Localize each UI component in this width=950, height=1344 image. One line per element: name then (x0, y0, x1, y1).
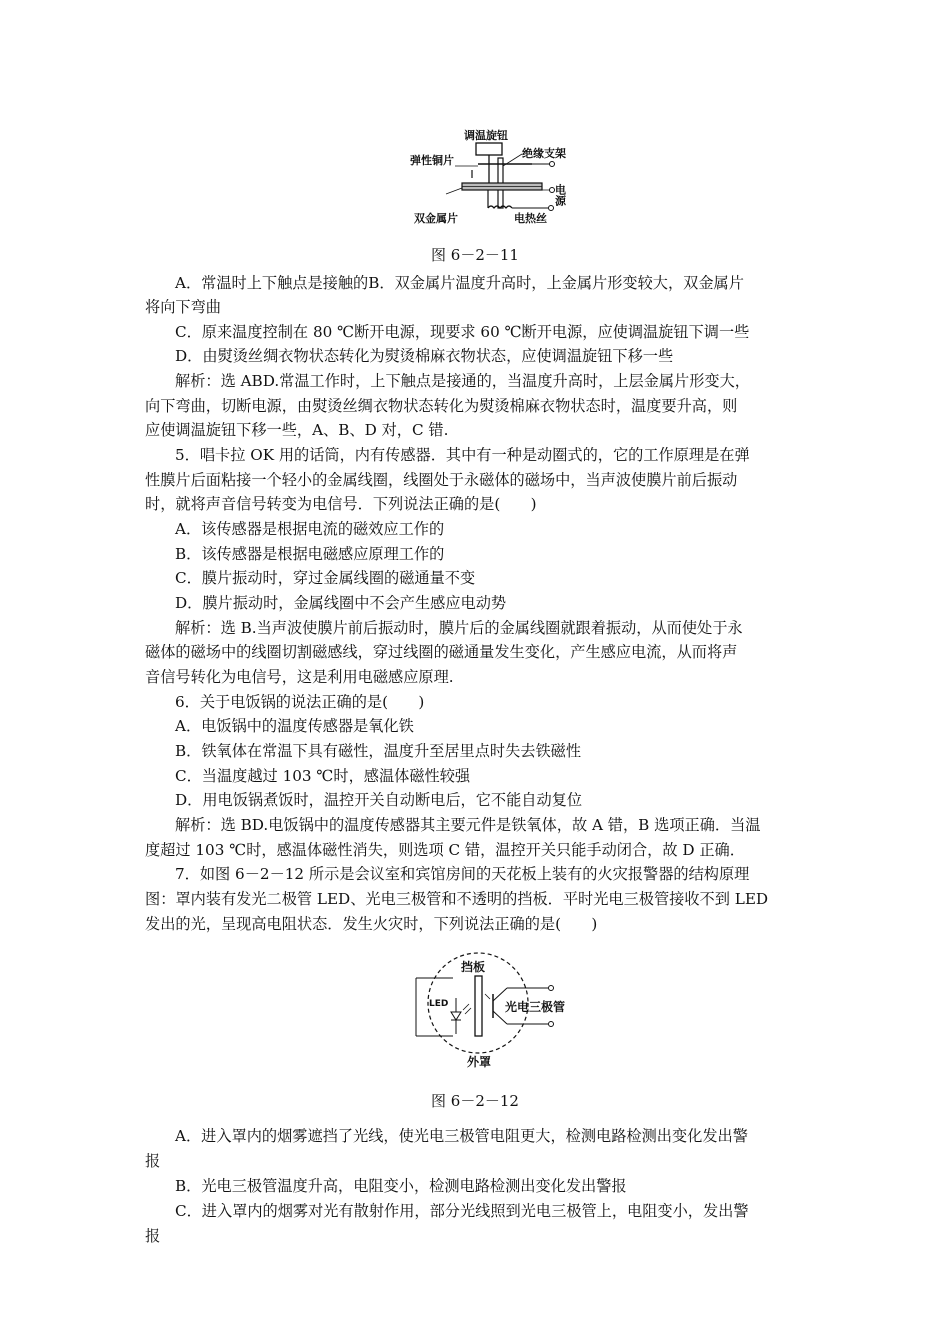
label-phototransistor: 光电三极管 (505, 1000, 566, 1014)
q5-stem-line: 5．唱卡拉 OK 用的话筒，内有传感器．其中有一种是动圈式的，它的工作原理是在弹 (175, 446, 750, 464)
q4-analysis-line: 解析：选 ABD.常温工作时，上下触点是接通的，当温度升高时，上层金属片形变大， (175, 372, 750, 390)
label-cover: 外罩 (467, 1055, 492, 1068)
label-bimetal: 双金属片 (414, 212, 458, 225)
q4-option-b-cont: 将向下弯曲 (145, 298, 221, 316)
q7-option-cont: 报 (145, 1152, 161, 1170)
fire-alarm-diagram (413, 938, 583, 1068)
q4-option-b: B．双金属片温度升高时，上金属片形变较大，双金属片 (368, 274, 744, 292)
figure-caption-6-2-11: 图 6－2－11 (431, 246, 519, 264)
q7-option: B．光电三极管温度升高，电阻变小，检测电路检测出变化发出警报 (175, 1177, 627, 1195)
q6-stem: 6．关于电饭锅的说法正确的是( ) (175, 693, 425, 711)
q7-stem-line: 发出的光，呈现高电阻状态．发生火灾时，下列说法正确的是( ) (145, 915, 598, 933)
label-insulator: 绝缘支架 (522, 147, 566, 160)
q6-option: D．用电饭锅煮饭时，温控开关自动断电后，它不能自动复位 (175, 791, 583, 809)
fire-alarm-figure (413, 938, 583, 1068)
label-baffle: 挡板 (461, 960, 486, 974)
thermostat-figure (410, 126, 610, 236)
q4-option-c: C．原来温度控制在 80 ℃断开电源，现要求 60 ℃断开电源，应使调温旋钮下调一些 (175, 323, 750, 341)
q7-stem-line: 图：罩内装有发光二极管 LED、光电三极管和不透明的挡板．平时光电三极管接收不到 LED (145, 890, 769, 908)
q7-option: C．进入罩内的烟雾对光有散射作用，部分光线照到光电三极管上，电阻变小，发出警 (175, 1202, 749, 1220)
q7-stem-line: 7．如图 6－2－12 所示是会议室和宾馆房间的天花板上装有的火灾报警器的结构原理 (175, 865, 750, 883)
q5-analysis-line: 解析：选 B.当声波使膜片前后振动时，膜片后的金属线圈就跟着振动，从而使处于永 (175, 619, 743, 637)
q4-option-a: A．常温时上下触点是接触的 (175, 274, 369, 292)
thermostat-diagram (410, 126, 610, 236)
q7-option: A．进入罩内的烟雾遮挡了光线，使光电三极管电阻更大，检测电路检测出变化发出警 (175, 1127, 748, 1145)
q5-analysis-line: 音信号转化为电信号，这是利用电磁感应原理. (145, 668, 454, 686)
q6-option: C．当温度越过 103 ℃时，感温体磁性较强 (175, 767, 471, 785)
figure-caption-6-2-12: 图 6－2－12 (431, 1092, 519, 1110)
q5-stem-line: 性膜片后面粘接一个轻小的金属线圈，线圈处于永磁体的磁场中，当声波使膜片前后振动 (145, 471, 738, 489)
q4-analysis-line: 向下弯曲，切断电源，由熨烫丝绸衣物状态转化为熨烫棉麻衣物状态时，温度要升高，则 (145, 397, 738, 415)
label-knob: 调温旋钮 (464, 129, 508, 142)
q4-option-d: D．由熨烫丝绸衣物状态转化为熨烫棉麻衣物状态，应使调温旋钮下移一些 (175, 347, 674, 365)
label-spring-copper: 弹性铜片 (410, 154, 454, 167)
q5-option: B．该传感器是根据电磁感应原理工作的 (175, 545, 445, 563)
label-power: 电源 (553, 184, 567, 206)
label-led: LED (429, 999, 449, 1009)
q6-analysis-line: 解析：选 BD.电饭锅中的温度传感器其主要元件是铁氧体，故 A 错，B 选项正确．当温 (175, 816, 761, 834)
q5-option: A．该传感器是根据电流的磁效应工作的 (175, 520, 445, 538)
q6-analysis-line: 度超过 103 ℃时，感温体磁性消失，则选项 C 错，温控开关只能手动闭合，故 D 正确． (145, 841, 745, 859)
q5-analysis-line: 磁体的磁场中的线圈切割磁感线，穿过线圈的磁通量发生变化，产生感应电流，从而将声 (145, 643, 738, 661)
q6-option: B．铁氧体在常温下具有磁性，温度升至居里点时失去铁磁性 (175, 742, 582, 760)
label-heater: 电热丝 (514, 212, 547, 225)
q5-stem-line: 时，就将声音信号转变为电信号．下列说法正确的是( ) (145, 495, 537, 513)
q6-option: A．电饭锅中的温度传感器是氧化铁 (175, 717, 414, 735)
q5-option: C．膜片振动时，穿过金属线圈的磁通量不变 (175, 569, 476, 587)
q5-option: D．膜片振动时，金属线圈中不会产生感应电动势 (175, 594, 507, 612)
q4-analysis-line: 应使调温旋钮下移一些，A、B、D 对，C 错. (145, 421, 449, 439)
q4-option-a-b (175, 273, 744, 293)
q7-option-cont: 报 (145, 1227, 161, 1245)
